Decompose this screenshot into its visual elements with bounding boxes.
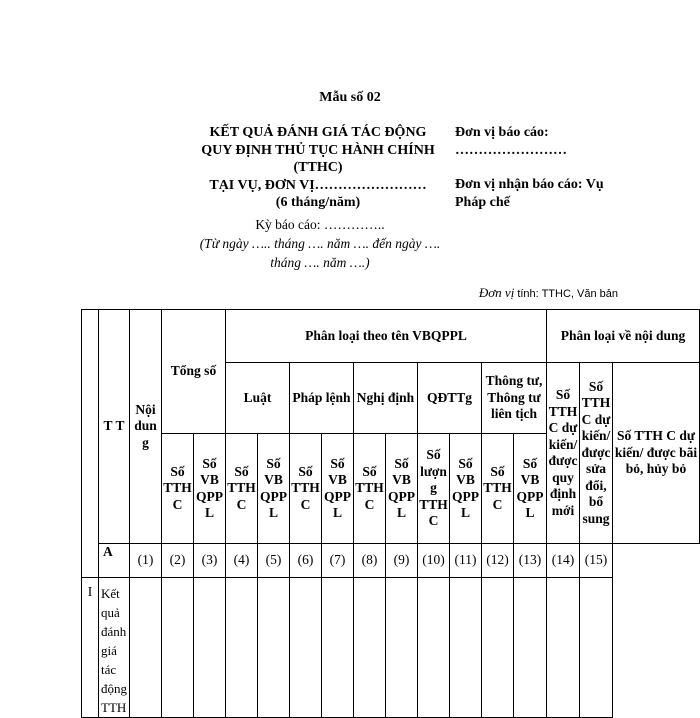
col-number: (2) [162, 544, 194, 578]
title-line-3: (TTHC) [293, 160, 343, 175]
col-number: (1) [130, 544, 162, 578]
unit-note-label: Đơn vị [478, 285, 515, 300]
header-thong-tu-tthc: Số TTH C [482, 434, 514, 544]
reporting-unit-value: …………………… [455, 142, 567, 158]
col-number: (11) [450, 544, 482, 578]
table-cell [547, 578, 580, 718]
table-cell [580, 578, 613, 718]
col-number: A [99, 544, 130, 578]
header-phap-lenh-tthc: Số TTH C [290, 434, 322, 544]
table-cell [130, 578, 162, 718]
col-number: (14) [547, 544, 580, 578]
receiving-unit-line-2: Pháp chế [455, 194, 510, 210]
header-qdttg-vb: Số VB QPP L [450, 434, 482, 544]
col-number: (12) [482, 544, 514, 578]
col-number: (5) [258, 544, 290, 578]
title-line-4: TẠI VỤ, ĐƠN VỊ…………………… [209, 177, 427, 193]
col-number: (7) [322, 544, 354, 578]
receiving-unit-line-1: Đơn vị nhận báo cáo: Vụ [455, 177, 604, 192]
col-number: (15) [580, 544, 613, 578]
header-tthc-moi: Số TTH C dự kiến/ được quy định mới [547, 363, 580, 544]
col-number: (6) [290, 544, 322, 578]
header-tt: T T [99, 310, 130, 544]
header-phan-loai-vbqppl: Phân loại theo tên VBQPPL [226, 310, 547, 363]
table-cell [386, 578, 418, 718]
report-title [186, 124, 450, 212]
col-number: (3) [194, 544, 226, 578]
period-line-3: tháng …. năm ….) [270, 255, 370, 270]
reporting-unit-label: Đơn vị báo cáo: [455, 125, 549, 140]
header-tong-vb: Số VB QPP L [194, 434, 226, 544]
column-number-row [82, 544, 700, 578]
report-table [81, 309, 700, 718]
row-tt: I [82, 578, 99, 718]
table-cell [322, 578, 354, 718]
table-cell [194, 578, 226, 718]
header-qdttg-tthc: Số lượn g TTH C [418, 434, 450, 544]
table-header-spacer [82, 310, 99, 578]
header-luat: Luật [226, 363, 290, 434]
header-luat-tthc: Số TTH C [226, 434, 258, 544]
title-line-1: KẾT QUẢ ĐÁNH GIÁ TÁC ĐỘNG [209, 125, 427, 140]
header-nghi-dinh-tthc: Số TTH C [354, 434, 386, 544]
report-period [170, 215, 470, 272]
table-cell [162, 578, 194, 718]
title-line-2: QUY ĐỊNH THỦ TỤC HÀNH CHÍNH [201, 142, 435, 158]
header-thong-tu-vb: Số VB QPP L [514, 434, 547, 544]
report-units [455, 124, 645, 211]
table-cell [514, 578, 547, 718]
table-cell [450, 578, 482, 718]
col-number: (9) [386, 544, 418, 578]
table-cell [482, 578, 514, 718]
table-cell [418, 578, 450, 718]
header-luat-vb: Số VB QPP L [258, 434, 290, 544]
header-phan-loai-noi-dung: Phân loại về nội dung [547, 310, 700, 363]
col-number: (8) [354, 544, 386, 578]
header-tong-so: Tổng số [162, 310, 226, 434]
header-phap-lenh: Pháp lệnh [290, 363, 354, 434]
col-number: (13) [514, 544, 547, 578]
table-cell [354, 578, 386, 718]
header-thong-tu: Thông tư, Thông tư liên tịch [482, 363, 547, 434]
period-line-1: Kỳ báo cáo: ………….. [255, 217, 385, 232]
table-row [82, 578, 700, 718]
form-number: Mẫu số 02 [319, 90, 381, 105]
header-nghi-dinh-vb: Số VB QPP L [386, 434, 418, 544]
header-phap-lenh-vb: Số VB QPP L [322, 434, 354, 544]
unit-note [479, 285, 618, 301]
table-cell [290, 578, 322, 718]
header-tthc-bai-bo: Số TTH C dự kiến/ được bãi bỏ, hủy bỏ [613, 363, 700, 544]
col-number: (10) [418, 544, 450, 578]
table-cell [258, 578, 290, 718]
unit-note-value: tính: TTHC, Văn bản [517, 288, 618, 300]
row-content: Kết quả đánh giá tác động TTH [99, 578, 130, 718]
table-cell [226, 578, 258, 718]
header-nghi-dinh: Nghị định [354, 363, 418, 434]
title-line-5: (6 tháng/năm) [275, 195, 361, 210]
header-noi-dung: Nội dun g [130, 310, 162, 544]
header-tong-tthc: Số TTH C [162, 434, 194, 544]
header-qdttg: QĐTTg [418, 363, 482, 434]
period-line-2: (Từ ngày ….. tháng …. năm …. đến ngày …. [199, 236, 441, 251]
header-tthc-sua-doi: Số TTH C dự kiến/ được sửa đổi, bổ sung [580, 363, 613, 544]
col-number: (4) [226, 544, 258, 578]
